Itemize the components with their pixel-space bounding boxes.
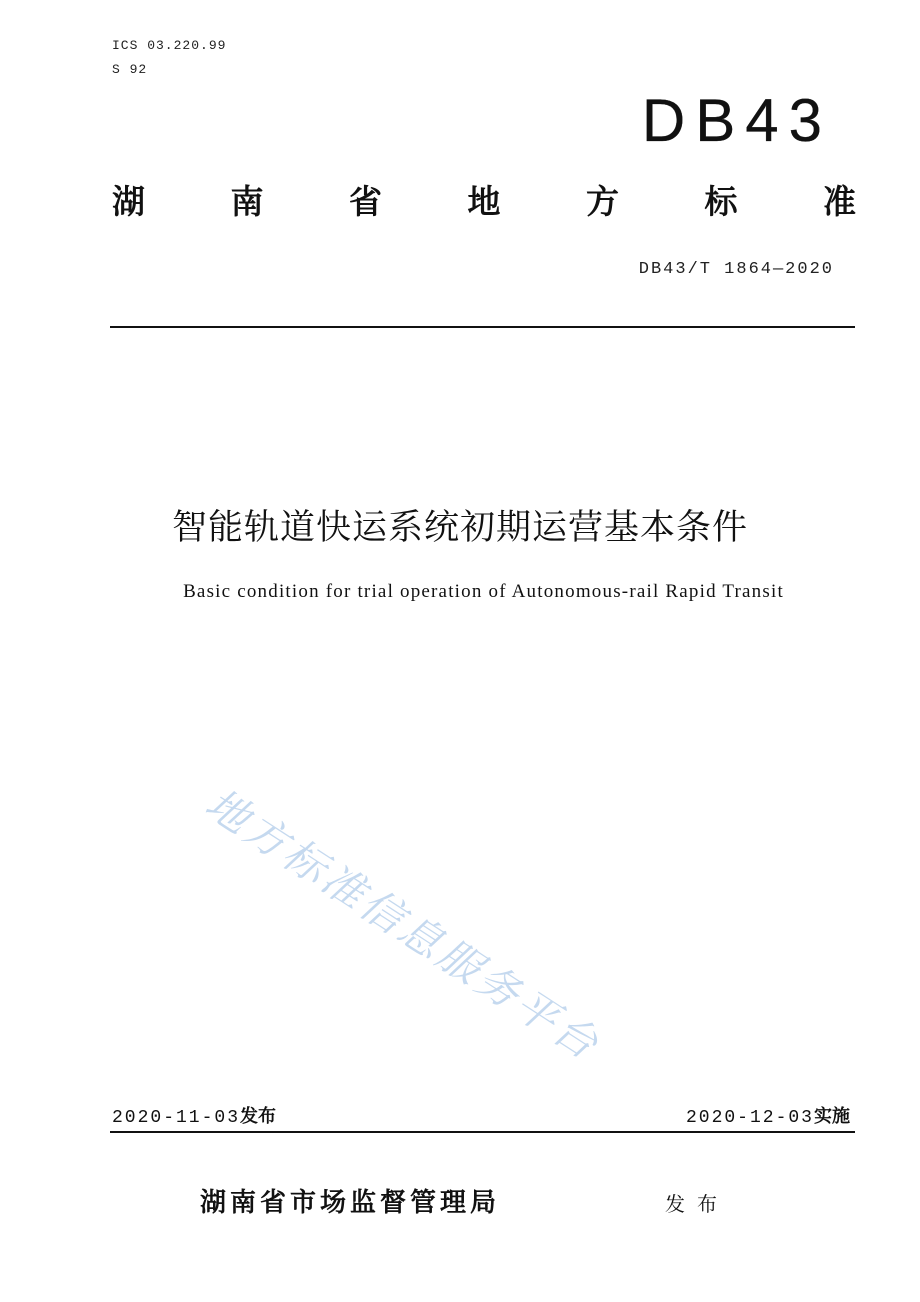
standard-type-char: 地 [467, 182, 501, 221]
implementation-date [686, 1102, 850, 1128]
issue-date [112, 1102, 276, 1128]
classification-code: S 92 [112, 62, 148, 77]
issuer-action: 发布 [665, 1192, 729, 1216]
standard-type [112, 176, 856, 223]
implementation-date-value: 2020-12-03 [685, 1108, 814, 1128]
standard-number: DB43/T 1864—2020 [638, 260, 834, 279]
bottom-divider [110, 1131, 855, 1133]
issue-date-value: 2020-11-03 [112, 1108, 241, 1128]
ics-code: ICS 03.220.99 [112, 38, 227, 53]
implementation-date-label: 实施 [814, 1106, 850, 1127]
watermark: 地方标准信息服务平台 [196, 778, 610, 1071]
issue-date-label: 发布 [240, 1106, 277, 1127]
standard-type-char: 标 [704, 182, 738, 221]
standard-type-char: 准 [823, 182, 856, 221]
top-divider [110, 326, 855, 328]
standard-type-char: 方 [586, 182, 619, 221]
title-english: Basic condition for trial operation of Autonomous-rail Rapid Transit [183, 581, 784, 602]
title-chinese: 智能轨道快运系统初期运营基本条件 [171, 508, 748, 548]
issuer-name: 湖南省市场监督管理局 [200, 1188, 501, 1218]
standard-type-char: 省 [349, 182, 382, 221]
standard-code: DB43 [641, 87, 832, 154]
standard-type-char: 湖 [112, 182, 145, 221]
standard-type-char: 南 [230, 182, 264, 221]
